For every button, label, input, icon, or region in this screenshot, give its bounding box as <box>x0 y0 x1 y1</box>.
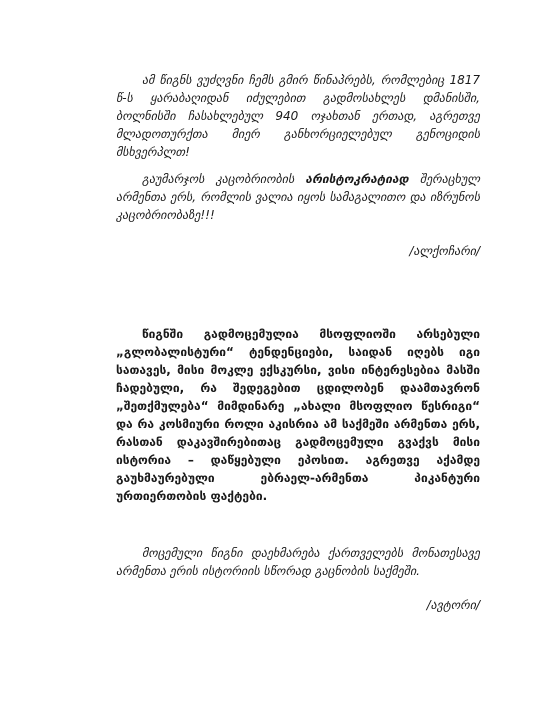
closing-paragraph <box>116 544 480 580</box>
description-paragraph <box>116 325 480 505</box>
signature-block-2 <box>116 596 480 614</box>
toast-text-after: შერაცხულ არმენთა ერს, რომლის ვალია იყოს სამაგალითო და იზრუნოს კაცობრიობაზე!!! <box>116 172 480 222</box>
toast-text-before: გაუმარჯოს კაცობრიობის <box>142 172 306 186</box>
signature-author: /ავტორი/ <box>426 598 480 612</box>
signature-alqochari: /ალქოჩარი/ <box>409 244 480 258</box>
description-text: წიგნში გადმოცემულია მსოფლიოში არსებული „გლობალისტური“ ტენდენციები, საიდან იღებს იგი სათავეს, მისი მოკლე ექსკურსი, ვისი ინტერესებია მასში ჩადებული, რა შედეგებით ცდილობენ დაამთავრონ „შეთქმულება“ მიმდინარე „ახალი მსოფლიო წესრიგი“ და რა კოსმიური როლი აკისრია ამ საქმეში არმენთა ერს, რასთან დაკავშირებითაც გადმოცემული გვაქვს მისი ისტორია – დაწყებული ეპოსით. აგრეთვე აქამდე გაუხმაურებული ებრაელ-არმენთა პიკანტური ურთიერთობის ფაქტები. <box>116 327 480 503</box>
dedication-text: ამ წიგნს ვუძღვნი ჩემს გმირ წინაპრებს, რომლებიც 1817 წ-ს ყარაბაღიდან იძულებით გადმოსახლეს დმანისში, ბოლნისში ჩასახლებულ 940 ოჯახთან ერთად, აგრეთვე მლადოთურქთა მიერ განხორციელებულ გენოციდის მსხვერპლთ! <box>116 73 480 159</box>
toast-paragraph <box>116 170 480 224</box>
toast-bold-word: არისტოკრატიად <box>305 172 409 186</box>
dedication-paragraph <box>116 71 480 161</box>
signature-block-1 <box>116 242 480 260</box>
closing-text: მოცემული წიგნი დაეხმარება ქართველებს მონათესავე არმენთა ერის ისტორიის სწორად გაცნობის საქმეში. <box>116 546 480 578</box>
